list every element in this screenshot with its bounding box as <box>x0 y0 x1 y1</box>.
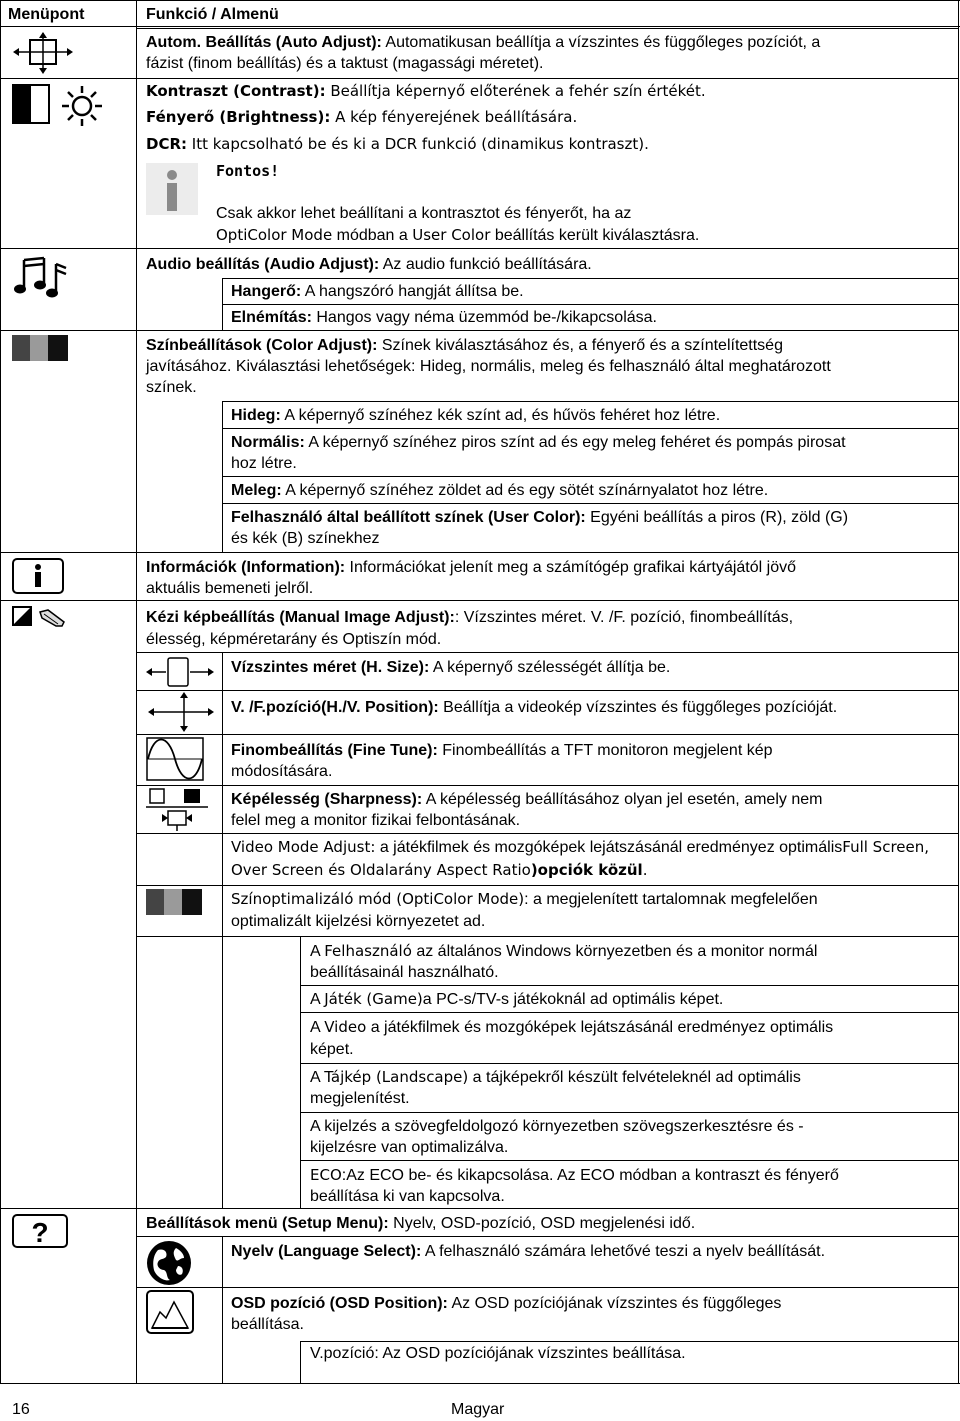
opti-label: Színoptimalizáló mód <box>231 890 392 908</box>
hpos-line: V.pozíció: Az OSD pozíciójának vízszintes beállítása. <box>310 1345 686 1362</box>
brightness-line <box>146 107 577 128</box>
mode-eco-word: ECO <box>310 1166 342 1184</box>
setup-line <box>146 1213 695 1234</box>
auto-adjust-line2: fázist (finom beállítás) és a taktust (magassági méretet). <box>146 55 544 72</box>
video-label: Video Mode Adjust: <box>231 838 376 856</box>
position-icon <box>146 692 216 732</box>
note-line2 <box>216 225 699 246</box>
manual-sub-divider <box>136 652 958 653</box>
position-label: V. /F.pozíció(H./V. Position): <box>231 699 439 716</box>
mode-land-desc1: a tájképekről készült felvételeknél ad optimális <box>468 1069 801 1086</box>
mode-video-line2: képet. <box>310 1041 354 1058</box>
subrow-divider <box>136 28 958 29</box>
volume-desc: A hangszóró hangját állítsa be. <box>301 283 524 300</box>
dcr-desc: Itt kapcsolható be és ki a DCR funkció (dinamikus kontraszt). <box>187 135 649 153</box>
mode-text-line2: kijelzésre van optimalizálva. <box>310 1139 509 1156</box>
row-divider <box>0 248 136 249</box>
mode-video-line1 <box>310 1017 833 1038</box>
lang-line <box>231 1241 825 1262</box>
normal-label: Normális: <box>231 434 305 451</box>
subrow-divider <box>136 78 958 79</box>
color-sub-divider <box>222 428 958 429</box>
warm-line <box>231 480 768 501</box>
color-sub-divider <box>222 401 958 402</box>
mode-landscape-line1 <box>310 1067 801 1088</box>
manual-sub-divider <box>136 785 958 786</box>
lang-desc: A felhasználó számára lehetővé teszi a nyelv beállítását. <box>421 1243 826 1260</box>
fine-line2: módosítására. <box>231 763 333 780</box>
mode-eco-line1 <box>310 1165 839 1186</box>
subrow-divider <box>136 248 958 249</box>
mode-video-a: A <box>310 1019 325 1036</box>
opti-sub-divider <box>300 1063 958 1064</box>
manual-sub-divider <box>136 885 958 886</box>
subrow-divider <box>136 1208 958 1209</box>
note-end: beállítás került kiválasztásra. <box>490 227 700 244</box>
setup-sub-divider <box>136 1287 958 1288</box>
mute-line <box>231 307 657 328</box>
fine-desc1: Finombeállítás a TFT monitoron megjelent kép <box>437 742 773 759</box>
opti-sub-divider <box>300 1160 958 1161</box>
color-line3: színek. <box>146 379 197 396</box>
hsize-desc: A képernyő szélességét állítja be. <box>429 659 671 676</box>
volume-label: Hangerő: <box>231 283 302 300</box>
mode-game-a: A <box>310 991 325 1008</box>
lang-label: Nyelv (Language Select): <box>231 1243 422 1260</box>
setup-desc: Nyelv, OSD-pozíció, OSD megjelenési idő. <box>388 1215 696 1232</box>
info-note-icon <box>146 163 198 215</box>
setup-sub-divider <box>300 1341 958 1342</box>
mode-user-desc1: az általános Windows környezetben és a monitor normál <box>411 943 818 960</box>
auto-adjust-line1 <box>146 32 820 53</box>
audio-sub-divider <box>222 278 958 279</box>
video-es: és <box>323 861 351 879</box>
video-desc1: a játékfilmek és mozgóképek lejátszásánál eredményez optimális <box>375 839 843 856</box>
normal-desc1: A képernyő színéhez piros színt ad és egy meleg fehéret és pompás pirosat <box>304 434 846 451</box>
audio-line <box>146 254 592 275</box>
auto-adjust-desc: Automatikusan beállítja a vízszintes és függőleges pozíciót, a <box>381 34 821 51</box>
mode-game-desc: a PC-s/TV-s játékoknál ad optimális képet. <box>422 991 724 1008</box>
audio-sub-divider <box>222 304 958 305</box>
row-divider <box>0 552 136 553</box>
info-line1 <box>146 557 796 578</box>
auto-adjust-label: Autom. Beállítás (Auto Adjust): <box>146 34 382 51</box>
table-bottom-border <box>0 1383 960 1384</box>
audio-desc: Az audio funkció beállítására. <box>379 256 592 273</box>
brightness-desc: A kép fényerejének beállítására. <box>330 108 578 126</box>
dcr-label: DCR: <box>146 135 188 153</box>
setup-hpos-border-left <box>300 1341 301 1384</box>
position-desc: Beállítja a videokép vízszintes és függőleges pozícióját. <box>438 699 838 716</box>
user-color-line1 <box>231 507 848 528</box>
color-line1 <box>146 335 783 356</box>
row-divider <box>0 78 136 79</box>
manual-line1 <box>146 607 793 628</box>
manual-adjust-icon <box>12 606 68 628</box>
sharp-line2: felel meg a monitor fizikai felbontásának. <box>231 812 521 829</box>
over-screen: Over Screen <box>231 861 324 879</box>
color-desc1: Színek kiválasztásához és, a fényerő és a színtelítettség <box>377 337 783 354</box>
svg-text:?: ? <box>31 1217 49 1248</box>
mode-game-line <box>310 989 723 1010</box>
contrast-line <box>146 81 706 102</box>
mode-eco-desc1: :Az ECO be- és kikapcsolása. Az ECO módban a kontraszt és fényerő <box>341 1167 839 1184</box>
manual-line2: élesség, képméretarány és Optiszín mód. <box>146 631 442 648</box>
fine-label: Finombeállítás (Fine Tune): <box>231 742 438 759</box>
video-dot: . <box>642 861 648 879</box>
manual-label: Kézi képbeállítás (Manual Image Adjust): <box>146 609 455 626</box>
manual-sub-divider <box>136 690 958 691</box>
contrast-label: Kontraszt (Contrast): <box>146 82 326 100</box>
sine-wave-icon <box>146 737 204 781</box>
volume-line <box>231 281 524 302</box>
full-screen: Full Screen, <box>842 838 930 856</box>
globe-icon <box>146 1240 192 1286</box>
brightness-icon <box>60 84 104 128</box>
position-line <box>231 697 837 718</box>
dcr-line <box>146 134 649 155</box>
note-title: Fontos! <box>216 162 280 180</box>
mode-user-word: Felhasználó <box>324 942 412 960</box>
note-mid: módban a <box>332 227 413 244</box>
subrow-divider <box>136 552 958 553</box>
mode-user-line1 <box>310 941 817 962</box>
note-opticolor: OptiColor Mode <box>216 226 333 244</box>
column-divider <box>136 0 137 1384</box>
user-color-desc1: Egyéni beállítás a piros (R), zöld (G) <box>585 509 849 526</box>
opti-sub-divider <box>300 1112 958 1113</box>
osdpos-desc1: Az OSD pozíciójának vízszintes és függőleges <box>447 1295 782 1312</box>
normal-line2: hoz létre. <box>231 455 297 472</box>
color-sub-divider <box>222 476 958 477</box>
info-line2: aktuális bemeneti jelről. <box>146 580 314 597</box>
setup-label: Beállítások menü (Setup Menu): <box>146 1215 389 1232</box>
color-line2: javításához. Kiválasztási lehetőségek: Hideg, normális, meleg és felhasználó által meghatározott <box>146 358 831 375</box>
mode-user-a: A <box>310 943 325 960</box>
sharp-desc1: A képélesség beállításához olyan jel esetén, amely nem <box>422 791 823 808</box>
user-color-line2: és kék (B) színekhez <box>231 530 380 547</box>
mode-eco-line2: beállítása ki van kapcsolva. <box>310 1188 505 1205</box>
video-line2 <box>231 860 647 881</box>
mode-game-word: Játék (Game) <box>324 990 423 1008</box>
sharp-line1 <box>231 789 822 810</box>
row-divider <box>0 600 136 601</box>
header-divider <box>0 26 960 27</box>
cool-label: Hideg: <box>231 407 281 424</box>
color-label: Színbeállítások (Color Adjust): <box>146 337 378 354</box>
table-right-border <box>958 0 959 1384</box>
color-sub-divider <box>222 503 958 504</box>
mode-video-word: Video <box>324 1018 367 1036</box>
opticolor-swatch-icon <box>146 889 202 915</box>
video-opciok: )opciók közül <box>530 861 643 879</box>
normal-line1 <box>231 432 846 453</box>
hsize-label: Vízszintes méret (H. Size): <box>231 659 430 676</box>
mode-user-line2: beállításainál használható. <box>310 964 499 981</box>
opti-line1 <box>231 889 818 910</box>
note-user-color: User Color <box>412 226 491 244</box>
setup-sub-divider <box>136 1236 958 1237</box>
note-line1: Csak akkor lehet beállítani a kontrasztot és fényerőt, ha az <box>216 205 632 222</box>
row-divider <box>0 1208 136 1209</box>
manual-opti-sub-border <box>300 936 301 1208</box>
user-color-label: Felhasználó által beállított színek (User Color): <box>231 509 586 526</box>
contrast-desc: Beállítja képernyő előterének a fehér szín értékét. <box>325 82 706 100</box>
info-label: Információk (Information): <box>146 559 346 576</box>
warm-desc: A képernyő színéhez zöldet ad és egy sötét színárnyalatot hoz létre. <box>281 482 769 499</box>
mute-desc: Hangos vagy néma üzemmód be-/kikapcsolása. <box>311 309 657 326</box>
info-desc1: Információkat jelenít meg a számítógép grafikai kártyájától jövő <box>345 559 796 576</box>
header-function: Funkció / Almenü <box>146 6 279 23</box>
audio-label: Audio beállítás (Audio Adjust): <box>146 256 380 273</box>
music-note-icon <box>12 254 68 300</box>
osdpos-line1 <box>231 1293 781 1314</box>
manual-sub-divider <box>136 833 958 834</box>
question-icon <box>12 1214 68 1248</box>
sharpness-icon <box>146 787 208 831</box>
cool-line <box>231 405 720 426</box>
aspect-ratio: Oldalarány Aspect Ratio <box>350 861 531 879</box>
sharp-label: Képélesség (Sharpness): <box>231 791 423 808</box>
row-divider <box>0 330 136 331</box>
brightness-label: Fényerő (Brightness): <box>146 108 331 126</box>
manual-sub-divider <box>136 734 958 735</box>
fine-line1 <box>231 740 773 761</box>
mode-land-a: A <box>310 1069 325 1086</box>
horizontal-size-icon <box>146 656 216 688</box>
opti-paren: (OptiColor Mode) <box>391 890 525 908</box>
opti-line2: optimalizált kijelzési környezetet ad. <box>231 913 486 930</box>
subrow-divider <box>136 600 958 601</box>
hsize-line <box>231 657 670 678</box>
video-line1 <box>231 837 929 858</box>
osdpos-line2: beállítása. <box>231 1316 304 1333</box>
mode-land-word: Tájkép (Landscape) <box>324 1068 469 1086</box>
header-menu-item: Menüpont <box>8 6 85 23</box>
manual-sub-divider <box>136 936 958 937</box>
osdpos-label: OSD pozíció (OSD Position): <box>231 1295 448 1312</box>
manual-sub-border-left <box>222 652 223 1208</box>
information-icon <box>12 558 64 594</box>
contrast-icon <box>12 84 52 124</box>
subrow-divider <box>136 330 958 331</box>
auto-adjust-icon <box>12 32 74 74</box>
osd-position-icon <box>146 1290 194 1334</box>
mode-video-desc1: a játékfilmek és mozgóképek lejátszásánál eredményez optimális <box>366 1019 834 1036</box>
footer-language: Magyar <box>451 1401 505 1418</box>
mute-label: Elnémítás: <box>231 309 312 326</box>
table-top-border <box>0 0 960 1</box>
color-swatch-icon <box>12 335 68 361</box>
opti-sub-divider <box>300 1012 958 1013</box>
opti-sub-divider <box>300 985 958 986</box>
table-left-border <box>0 0 1 1384</box>
opti-desc1: : a megjelenített tartalomnak megfelelően <box>524 891 818 908</box>
cool-desc: A képernyő színéhez kék színt ad, és hűvös fehéret hoz létre. <box>280 407 721 424</box>
page-number: 16 <box>12 1401 30 1418</box>
manual-desc1: : Vízszintes méret. V. /F. pozíció, finombeállítás, <box>454 609 794 626</box>
setup-sub-border-left <box>222 1236 223 1384</box>
warm-label: Meleg: <box>231 482 282 499</box>
mode-landscape-line2: megjelenítést. <box>310 1090 410 1107</box>
mode-text-line1: A kijelzés a szövegfeldolgozó környezetben szövegszerkesztésre és - <box>310 1118 804 1135</box>
